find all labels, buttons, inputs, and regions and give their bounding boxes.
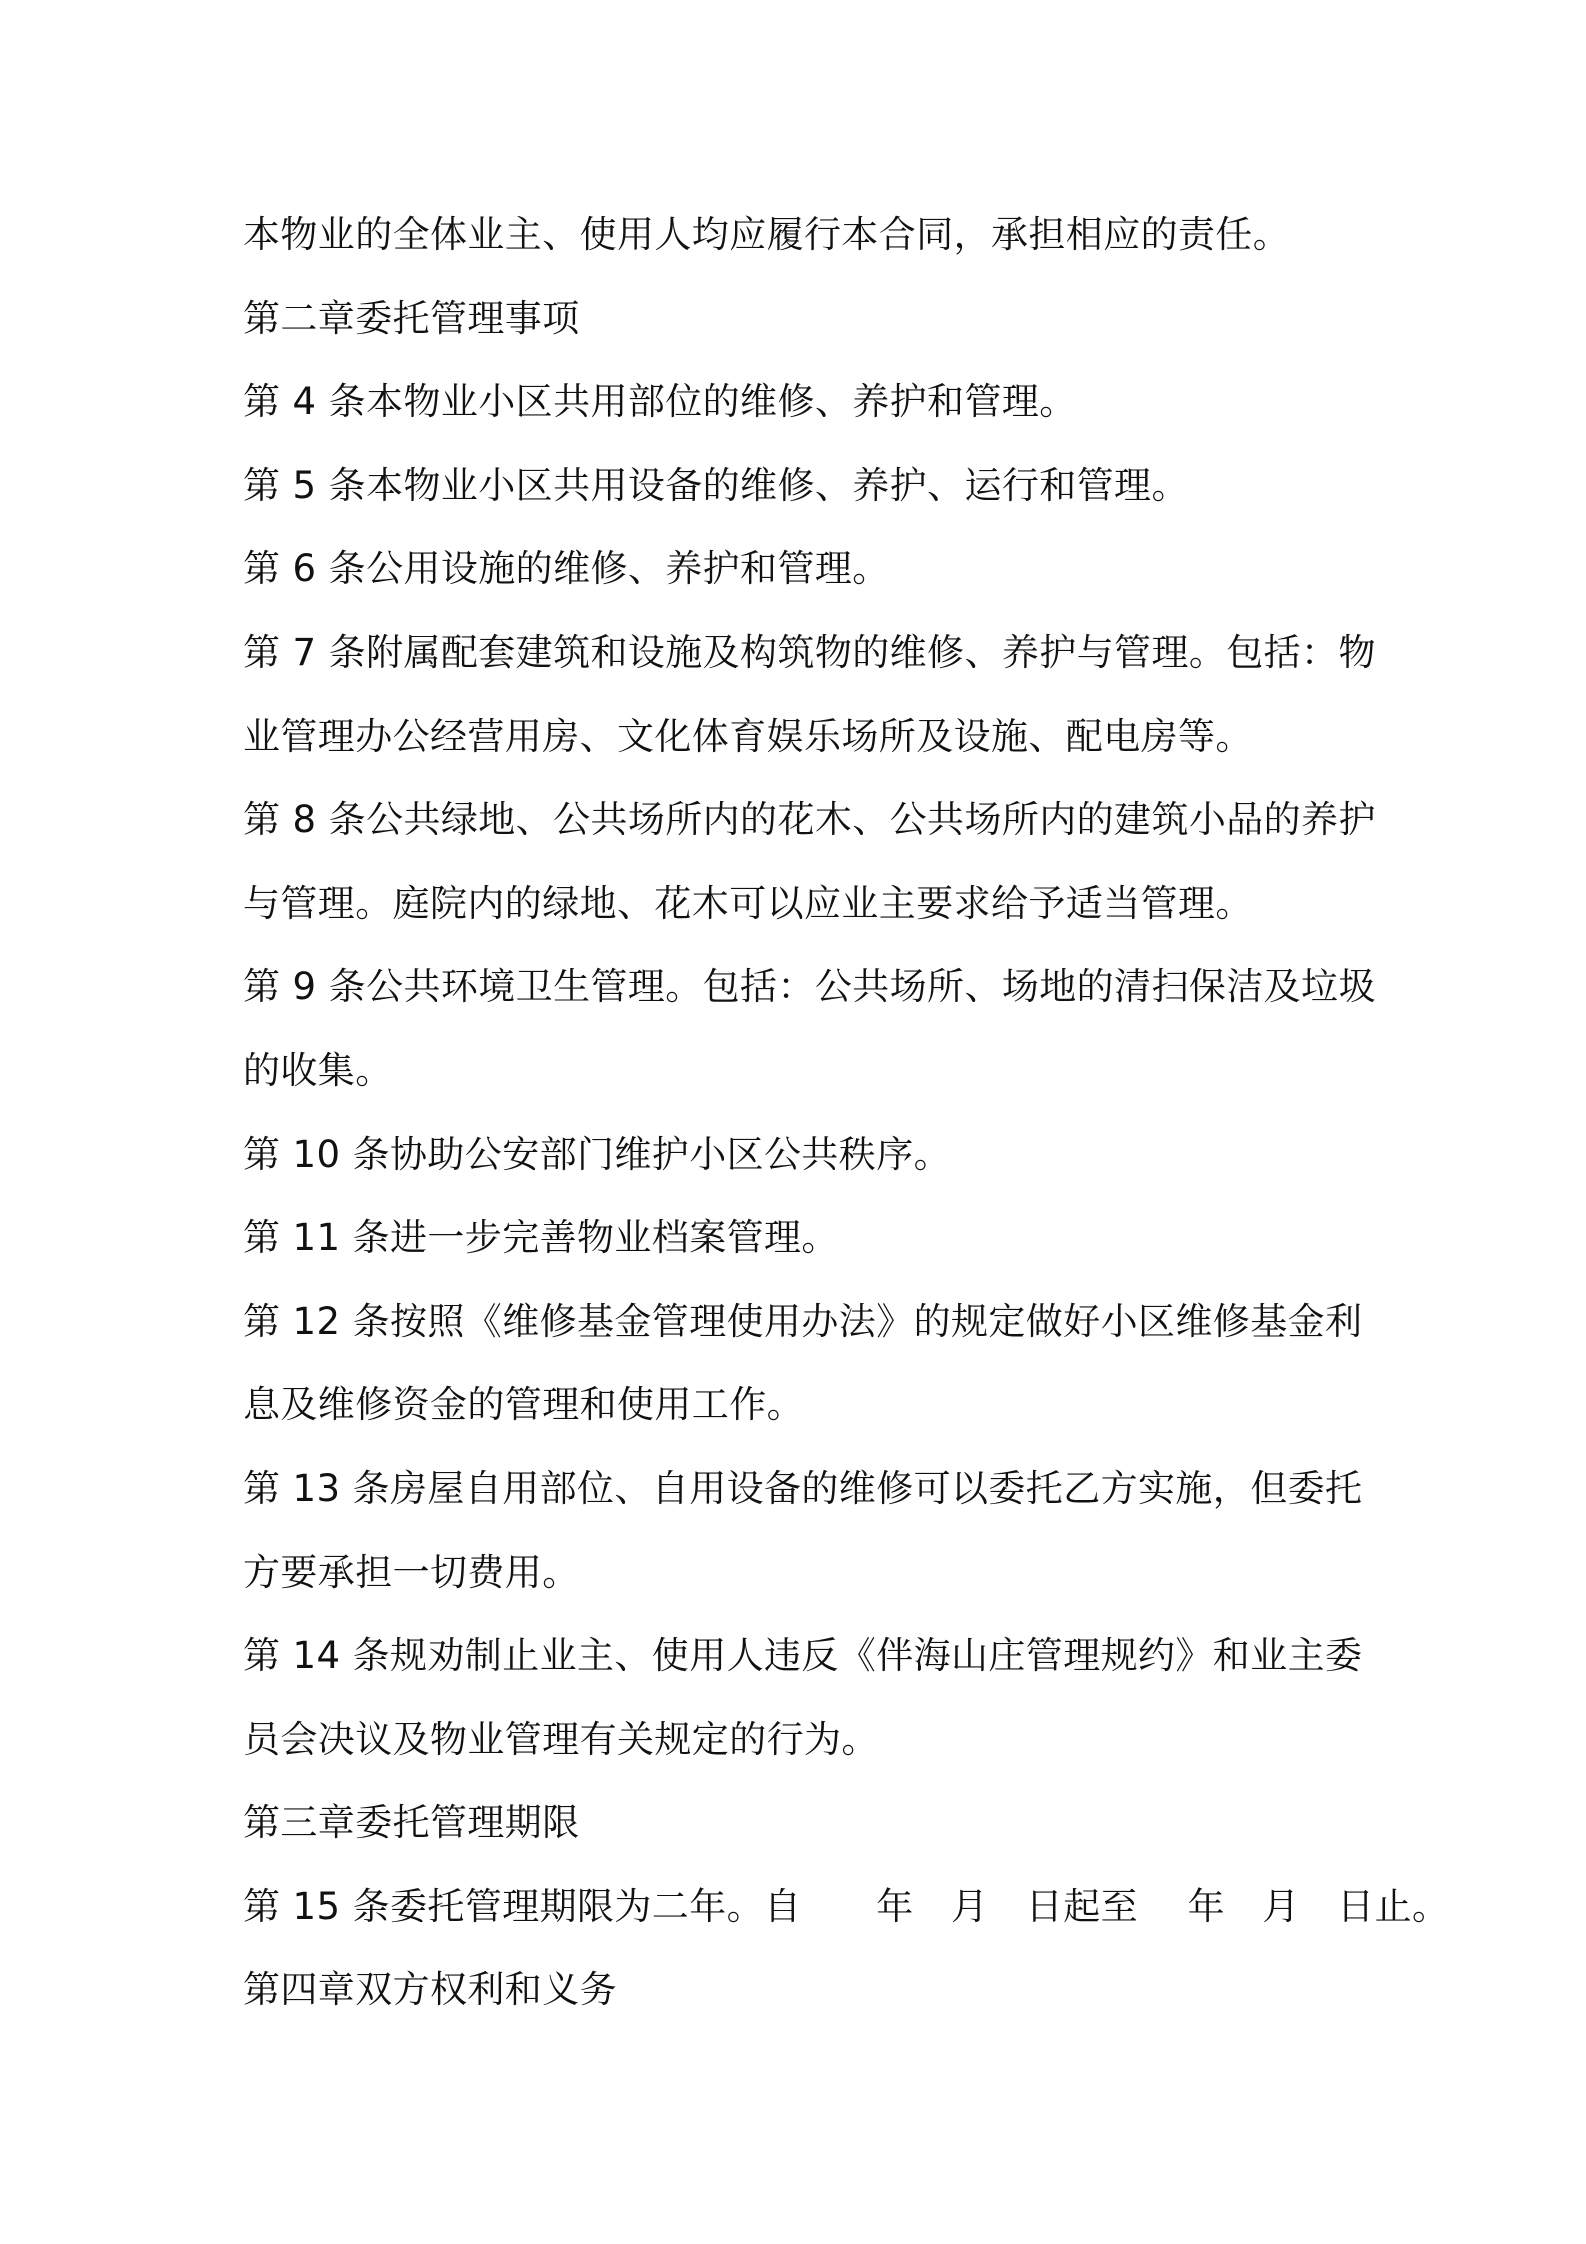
chapter-heading: 第二章委托管理事项 [243,296,580,340]
article-line: 第 4 条本物业小区共用部位的维修、养护和管理。 [243,380,1077,424]
article-line: 的收集。 [243,1048,393,1092]
article-line: 方要承担一切费用。 [243,1550,580,1594]
article-line: 员会决议及物业管理有关规定的行为。 [243,1717,879,1761]
chapter-heading: 第三章委托管理期限 [243,1801,580,1845]
article-line: 业管理办公经营用房、文化体育娱乐场所及设施、配电房等。 [243,714,1253,758]
article-line: 息及维修资金的管理和使用工作。 [243,1383,804,1427]
chapter-heading: 第四章双方权利和义务 [243,1968,617,2012]
article-line: 第 10 条协助公安部门维护小区公共秩序。 [243,1132,952,1176]
article-line: 第 11 条进一步完善物业档案管理。 [243,1216,839,1260]
article-line: 第 9 条公共环境卫生管理。包括：公共场所、场地的清扫保洁及垃圾 [243,965,1376,1009]
paragraph-line: 本物业的全体业主、使用人均应履行本合同，承担相应的责任。 [243,213,1291,256]
article-line: 与管理。庭院内的绿地、花木可以应业主要求给予适当管理。 [243,881,1253,925]
article-line: 第 5 条本物业小区共用设备的维修、养护、运行和管理。 [243,463,1189,507]
article-line: 第 14 条规劝制止业主、使用人违反《伴海山庄管理规约》和业主委 [243,1634,1363,1678]
article-line: 第 12 条按照《维修基金管理使用办法》的规定做好小区维修基金利 [243,1299,1363,1343]
article-line: 第 13 条房屋自用部位、自用设备的维修可以委托乙方实施，但委托 [243,1466,1363,1510]
article-line: 第 15 条委托管理期限为二年。自 年 月 日起至 年 月 日止。 [243,1884,1450,1928]
article-line: 第 8 条公共绿地、公共场所内的花木、公共场所内的建筑小品的养护 [243,798,1376,842]
article-line: 第 7 条附属配套建筑和设施及构筑物的维修、养护与管理。包括：物 [243,630,1376,674]
document-body [243,193,1450,2032]
article-line: 第 6 条公用设施的维修、养护和管理。 [243,547,890,591]
